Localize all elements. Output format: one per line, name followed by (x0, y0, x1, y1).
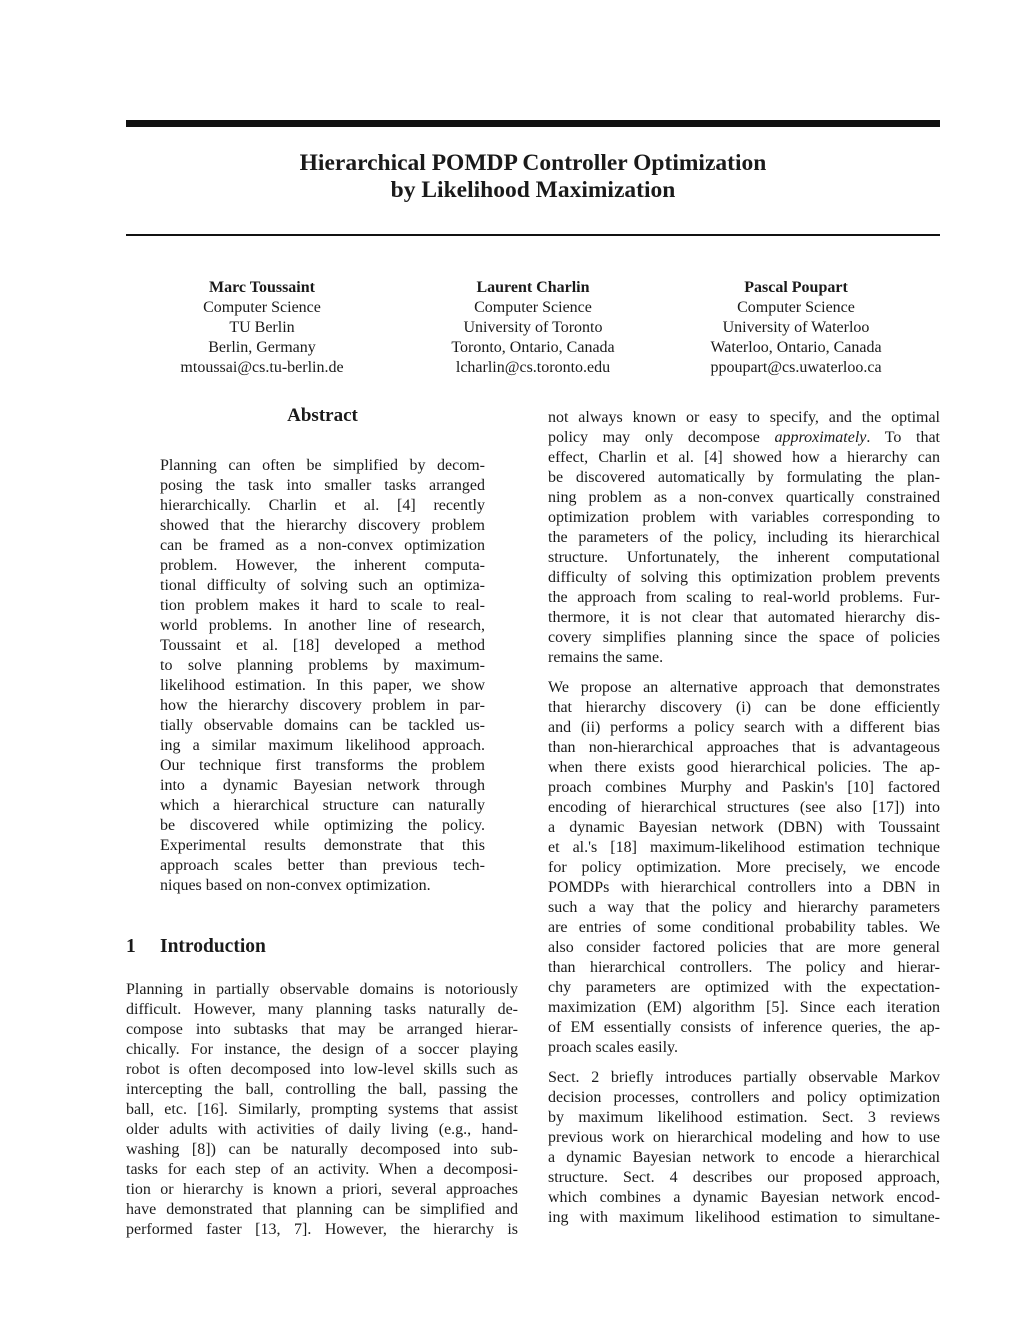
body-line: not always known or easy to specify, and the optimal (548, 409, 940, 426)
body-line: maximization (EM) algorithm [5]. Since each iteration (548, 999, 940, 1016)
body-line: We propose an alternative approach that demonstrates (548, 679, 940, 696)
body-line: policy may only decompose approximately. To that (548, 429, 940, 446)
body-line: covery simplifies planning since the space of policies (548, 629, 940, 646)
body-line: for policy optimization. More precisely, we encode (548, 859, 940, 876)
author-institution: University of Toronto (463, 319, 603, 336)
author-3 (656, 278, 936, 378)
top-rule (126, 120, 940, 127)
body-line: Planning in partially observable domains is notoriously (126, 981, 518, 998)
abstract-line: tional difficulty of solving such an optimiza- (160, 577, 485, 594)
abstract-line: be discovered while optimizing the policy. (160, 817, 485, 834)
body-line: that hierarchy discovery (i) can be done efficiently (548, 699, 940, 716)
abstract-line: Toussaint et al. [18] developed a method (160, 637, 485, 654)
paper-title (126, 150, 940, 204)
body-line: performed faster [13, 7]. However, the hierarchy is (126, 1221, 518, 1238)
body-line: POMDPs with hierarchical controllers into a DBN in (548, 879, 940, 896)
body-line: structure. Sect. 4 describes our proposed approach, (548, 1169, 940, 1186)
body-line: robot is often decomposed into low-level skills such as (126, 1061, 518, 1078)
abstract-line: ing a similar maximum likelihood approach. (160, 737, 485, 754)
abstract-line: problem. However, the inherent computa- (160, 557, 485, 574)
abstract-line: Experimental results demonstrate that this (160, 837, 485, 854)
intro-right-para-1 (548, 408, 940, 668)
abstract-line: tially observable domains can be tackled us- (160, 717, 485, 734)
body-line: compose into subtasks that may be arranged hierar- (126, 1021, 518, 1038)
intro-left-column (126, 980, 518, 1240)
body-line: than hierarchical controllers. The policy and hierar- (548, 959, 940, 976)
body-line: intercepting the ball, controlling the ball, passing the (126, 1081, 518, 1098)
author-department: Computer Science (203, 299, 321, 316)
author-email: mtoussai@cs.tu-berlin.de (180, 359, 344, 376)
body-line: Sect. 2 briefly introduces partially observable Markov (548, 1069, 940, 1086)
author-location: Waterloo, Ontario, Canada (710, 339, 882, 356)
author-location: Berlin, Germany (208, 339, 316, 356)
author-name: Marc Toussaint (209, 279, 315, 296)
intro-right-para-3 (548, 1068, 940, 1228)
body-line: tion or hierarchy is known a priori, several approaches (126, 1181, 518, 1198)
body-line: structure. Unfortunately, the inherent computational (548, 549, 940, 566)
author-2 (393, 278, 673, 378)
body-line: remains the same. (548, 649, 664, 666)
section-heading-introduction (126, 936, 266, 958)
body-line: older adults with activities of daily living (e.g., hand- (126, 1121, 518, 1138)
body-line: ball, etc. [16]. Similarly, prompting systems that assist (126, 1101, 518, 1118)
author-1 (122, 278, 402, 378)
abstract-line: into a dynamic Bayesian network through (160, 777, 485, 794)
body-line: encoding of hierarchical structures (see also [17]) into (548, 799, 940, 816)
author-name: Pascal Poupart (744, 279, 848, 296)
abstract-line: to solve planning problems by maximum- (160, 657, 485, 674)
author-email: ppoupart@cs.uwaterloo.ca (710, 359, 882, 376)
emphasis: approximately (774, 429, 867, 446)
abstract-body (160, 456, 485, 896)
body-line: previous work on hierarchical modeling and how to use (548, 1129, 940, 1146)
body-line: by maximum likelihood estimation. Sect. 3 reviews (548, 1109, 940, 1126)
body-line: difficulty of solving this optimization problem prevents (548, 569, 940, 586)
abstract-line: world problems. In another line of research, (160, 617, 485, 634)
body-line: also consider factored policies that are more general (548, 939, 940, 956)
abstract-line: how the hierarchy discovery problem in par- (160, 697, 485, 714)
abstract-line: which a hierarchical structure can naturally (160, 797, 485, 814)
body-line: are entries of some conditional probability tables. We (548, 919, 940, 936)
body-line: washing [8]) can be naturally decomposed into sub- (126, 1141, 518, 1158)
section-title: Introduction (160, 936, 266, 957)
body-line: effect, Charlin et al. [4] showed how a hierarchy can (548, 449, 940, 466)
author-location: Toronto, Ontario, Canada (451, 339, 615, 356)
abstract-heading: Abstract (287, 405, 358, 426)
abstract-line: posing the task into smaller tasks arranged (160, 477, 485, 494)
body-line: proach combines Murphy and Paskin's [10] factored (548, 779, 940, 796)
abstract-line: showed that the hierarchy discovery problem (160, 517, 485, 534)
body-line: ing with maximum likelihood estimation to simultane- (548, 1209, 940, 1226)
abstract-line: niques based on non-convex optimization. (160, 877, 431, 894)
body-line: difficult. However, many planning tasks naturally de- (126, 1001, 518, 1018)
body-line: the approach from scaling to real-world problems. Fur- (548, 589, 940, 606)
body-line: have demonstrated that planning can be simplified and (126, 1201, 518, 1218)
title-line-1: Hierarchical POMDP Controller Optimization (299, 150, 767, 176)
body-line: chically. For instance, the design of a soccer playing (126, 1041, 518, 1058)
author-department: Computer Science (474, 299, 592, 316)
abstract-line: Our technique first transforms the problem (160, 757, 485, 774)
body-line: thermore, it is not clear that automated hierarchy dis- (548, 609, 940, 626)
body-line: optimization problem with variables corresponding to (548, 509, 940, 526)
section-number: 1 (126, 936, 136, 957)
body-line: and (ii) performs a policy search with a different bias (548, 719, 940, 736)
abstract-line: approach scales better than previous tech- (160, 857, 485, 874)
abstract-line: hierarchically. Charlin et al. [4] recently (160, 497, 485, 514)
title-bottom-rule (126, 234, 940, 236)
abstract-line: likelihood estimation. In this paper, we show (160, 677, 485, 694)
body-line: decision processes, controllers and policy optimization (548, 1089, 940, 1106)
author-institution: University of Waterloo (722, 319, 870, 336)
body-line: such a way that the policy and hierarchy parameters (548, 899, 940, 916)
author-department: Computer Science (737, 299, 855, 316)
title-line-2: by Likelihood Maximization (390, 177, 676, 203)
body-line: et al.'s [18] maximum-likelihood estimation technique (548, 839, 940, 856)
body-line: ning problem as a non-convex quartically constrained (548, 489, 940, 506)
body-line: when there exists good hierarchical policies. The ap- (548, 759, 940, 776)
body-line: of EM essentially consists of inference queries, the ap- (548, 1019, 940, 1036)
abstract-line: tion problem makes it hard to scale to real- (160, 597, 485, 614)
author-email: lcharlin@cs.toronto.edu (455, 359, 611, 376)
body-line: a dynamic Bayesian network (DBN) with Toussaint (548, 819, 940, 836)
body-line: than non-hierarchical approaches that is advantageous (548, 739, 940, 756)
body-line: which combines a dynamic Bayesian network encod- (548, 1189, 940, 1206)
intro-right-para-2 (548, 678, 940, 1058)
abstract-line: Planning can often be simplified by decom- (160, 457, 485, 474)
body-line: chy parameters are optimized with the expectation- (548, 979, 940, 996)
author-institution: TU Berlin (229, 319, 295, 336)
author-name: Laurent Charlin (476, 279, 590, 296)
body-line: proach scales easily. (548, 1039, 679, 1056)
abstract-line: can be framed as a non-convex optimization (160, 537, 485, 554)
body-line: the parameters of the policy, including its hierarchical (548, 529, 940, 546)
body-line: be discovered automatically by formulating the plan- (548, 469, 940, 486)
body-line: tasks for each step of an activity. When a decomposi- (126, 1161, 518, 1178)
body-line: a dynamic Bayesian network to encode a hierarchical (548, 1149, 940, 1166)
